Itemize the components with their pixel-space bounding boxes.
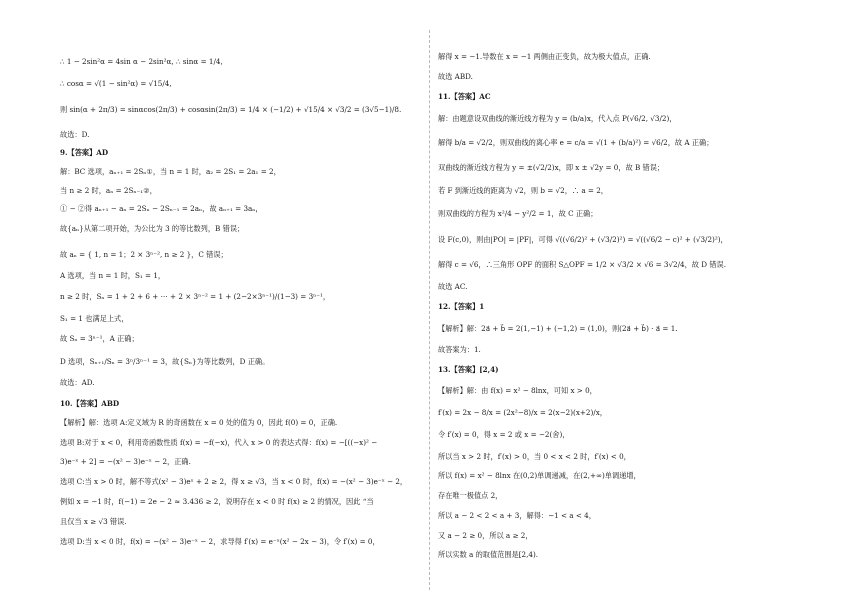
text-line: ∴ 1 − 2sin²α = 4sin α − 2sin²α, ∴ sinα = 1/4,: [60, 57, 223, 66]
text-line: 则双曲线的方程为 x²/4 − y²/2 = 1，故 C 正确；: [438, 209, 598, 218]
text-line: 故选 AC.: [438, 282, 468, 291]
text-line: 例如 x = −1 时，f(−1) = 2e − 2 ≈ 3.436 ≥ 2，说明存在 x < 0 时 f(x) ≥ 2 的情况，因此 “当: [60, 497, 374, 506]
answer-heading: 10.【答案】ABD: [60, 399, 120, 408]
column-divider: [429, 30, 430, 590]
text-line: 故 aₙ = { 1, n = 1；2 × 3ⁿ⁻², n ≥ 2 }，C 错误；: [60, 250, 228, 259]
text-line: 故 Sₙ = 3ⁿ⁻¹，A 正确；: [60, 334, 139, 343]
text-line: 【解析】解：由 f(x) = x² − 8lnx，可知 x > 0，: [438, 386, 597, 395]
text-line: ∴ cosα = √(1 − sin²α) = √15/4,: [60, 79, 172, 88]
text-line: 选项 B:对于 x < 0，利用奇函数性质 f(x) = −f(−x)，代入 x > 0 的表达式得：f(x) = −[((−x)² −: [60, 438, 378, 447]
text-line: 故{aₙ}从第二项开始，为公比为 3 的等比数列，B 错误；: [60, 224, 245, 233]
text-line: n ≥ 2 时，Sₙ = 1 + 2 + 6 + ⋯ + 2 × 3ⁿ⁻² = 1 + (2−2×3ⁿ⁻¹)/(1−3) = 3ⁿ⁻¹，: [60, 292, 331, 301]
text-line: f′(x) = 2x − 8/x = (2x²−8)/x = 2(x−2)(x+2)/x，: [438, 408, 607, 417]
text-line: 存在唯一极值点 2，: [438, 491, 503, 500]
text-line: 解：由题意设双曲线的渐近线方程为 y = (b/a)x，代入点 P(√6/2, √3/2)，: [438, 114, 677, 123]
text-line: 【解析】解：2a⃗ + b⃗ = 2(1,−1) + (−1,2) = (1,0)，则(2a⃗ + b⃗) · a⃗ = 1.: [438, 324, 678, 333]
text-line: 解得 x = −1.导数在 x = −1 两侧由正变负，故为极大值点，正确.: [438, 52, 651, 61]
text-line: 设 F(c,0)，则由|PO| = |PF|，可得 √((√6/2)² + (√3/2)²) = √((√6/2 − c)² + (√3/2)²)，: [438, 235, 728, 244]
text-line: 解：BC 选项，aₙ₊₁ = 2Sₙ①，当 n = 1 时，a₂ = 2S₁ = 2a₁ = 2，: [60, 167, 281, 176]
answer-heading: 12.【答案】1: [438, 302, 485, 311]
text-line: 又 a − 2 ≥ 0，所以 a ≥ 2，: [438, 531, 533, 540]
answer-heading: 9.【答案】AD: [60, 148, 109, 157]
text-line: 所以当 x > 2 时，f′(x) > 0，当 0 < x < 2 时，f′(x) < 0，: [438, 452, 631, 461]
text-line: ① − ②得 aₙ₊₁ − aₙ = 2Sₙ − 2Sₙ₋₁ = 2aₙ，故 aₙ₊₁ = 3aₙ，: [60, 204, 263, 213]
text-line: 故选：D.: [60, 130, 90, 139]
text-line: 令 f′(x) = 0，得 x = 2 或 x = −2(舍)，: [438, 430, 570, 439]
text-line: 故选：AD.: [60, 378, 95, 387]
text-line: 选项 C:当 x > 0 时，解不等式(x² − 3)eˣ + 2 ≥ 2，得 x ≥ √3，当 x < 0 时，f(x) = −(x² − 3)e⁻ˣ − 2，: [60, 477, 408, 486]
text-line: 故选 ABD.: [438, 72, 473, 81]
text-line: 且仅当 x ≥ √3 错误.: [60, 517, 127, 526]
text-line: 双曲线的渐近线方程为 y = ±(√2/2)x，即 x ± √2y = 0，故 B 错误；: [438, 163, 665, 172]
text-line: 所以实数 a 的取值范围是[2,4).: [438, 550, 539, 559]
text-line: 3)e⁻ˣ + 2] = −(x² − 3)e⁻ˣ − 2，正确.: [60, 457, 191, 466]
text-line: 解得 c = √6，∴三角形 OPF 的面积 S△OPF = 1/2 × √3/2 × √6 = 3√2/4，故 D 错误.: [438, 260, 726, 269]
text-line: 当 n ≥ 2 时，aₙ = 2Sₙ₋₁②，: [60, 186, 157, 195]
answer-heading: 13.【答案】[2,4): [438, 365, 499, 374]
text-line: 【解析】解：选项 A:定义域为 R 的奇函数在 x = 0 处的值为 0，因此 f(0) = 0，正确.: [60, 418, 338, 427]
text-line: S₁ = 1 也满足上式，: [60, 314, 129, 323]
text-line: 所以 f(x) = x² − 8lnx 在(0,2)单调递减，在(2,+∞)单调递增，: [438, 471, 641, 480]
text-line: A 选项，当 n = 1 时，S₁ = 1，: [60, 271, 166, 280]
text-line: 则 sin(α + 2π/3) = sinαcos(2π/3) + cosαsin(2π/3) = 1/4 × (−1/2) + √15/4 × √3/2 = (3√5−1)/8.: [60, 105, 402, 114]
text-line: D 选项，Sₙ₊₁/Sₙ = 3ⁿ/3ⁿ⁻¹ = 3，故{Sₙ}为等比数列，D 正确。: [60, 357, 270, 366]
text-line: 若 F 到渐近线的距离为 √2，则 b = √2，∴ a = 2，: [438, 186, 608, 195]
text-line: 所以 a − 2 < 2 < a + 3，解得：−1 < a < 4，: [438, 511, 596, 520]
answer-heading: 11.【答案】AC: [438, 92, 491, 101]
text-line: 故答案为：1.: [438, 345, 481, 354]
text-line: 解得 b/a = √2/2，则双曲线的离心率 e = c/a = √(1 + (b/a)²) = √6/2，故 A 正确；: [438, 138, 714, 147]
text-line: 选项 D:当 x < 0 时，f(x) = −(x² − 3)e⁻ˣ − 2，求导得 f′(x) = e⁻ˣ(x² − 2x − 3)，令 f′(x) = 0，: [60, 537, 380, 546]
